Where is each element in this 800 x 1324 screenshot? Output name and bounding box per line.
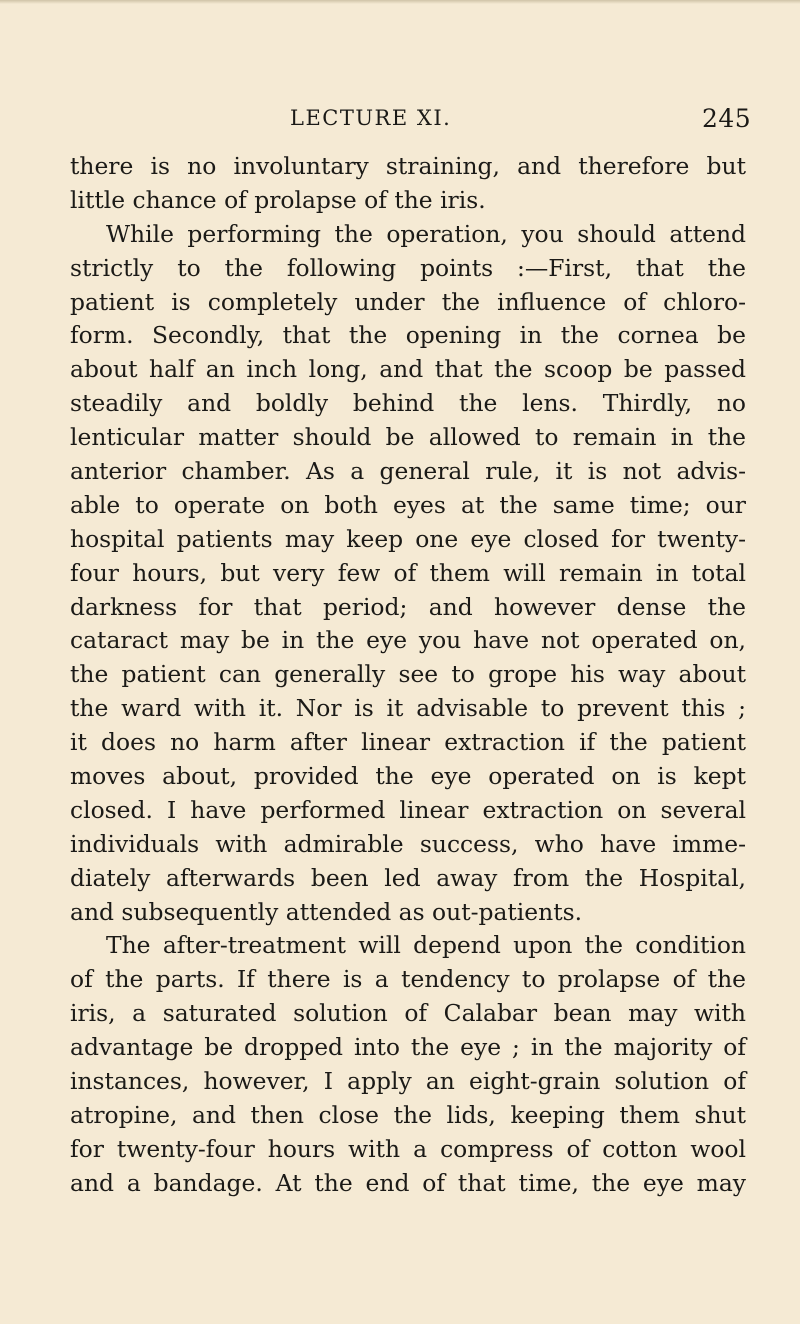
text-line: four hours, but very few of them will remain in total — [70, 558, 746, 587]
text-line: cataract may be in the eye you have not operated on, — [70, 626, 746, 655]
text-line: moves about, provided the eye operated on is kept — [70, 762, 746, 791]
text-line: the ward with it. Nor is it advisable to prevent this ; — [70, 694, 746, 723]
text-line: atropine, and then close the lids, keeping them shut — [70, 1100, 746, 1129]
text-line: little chance of prolapse of the iris. — [70, 185, 486, 214]
running-title: LECTURE XI. — [290, 106, 452, 130]
text-line: strictly to the following points :—First, that the — [70, 253, 746, 282]
text-line: form. Secondly, that the opening in the cornea be — [70, 321, 746, 350]
text-line: hospital patients may keep one eye closed for twenty- — [70, 524, 746, 553]
scan-edge — [0, 0, 800, 4]
running-header — [0, 104, 800, 140]
page-number: 245 — [702, 104, 752, 133]
text-line: steadily and boldly behind the lens. Thirdly, no — [70, 389, 746, 418]
paragraph-first-line: The after-treatment will depend upon the condition — [106, 931, 746, 960]
paragraph-first-line: While performing the operation, you should attend — [106, 219, 746, 248]
text-line: individuals with admirable success, who have imme- — [70, 829, 746, 858]
text-line: and subsequently attended as out-patients. — [70, 897, 583, 926]
text-line: of the parts. If there is a tendency to prolapse of the — [70, 965, 746, 994]
text-line: it does no harm after linear extraction if the patient — [70, 728, 746, 757]
text-line: diately afterwards been led away from the Hospital, — [70, 863, 746, 892]
text-line: patient is completely under the influence of chloro- — [70, 287, 746, 316]
text-line: lenticular matter should be allowed to remain in the — [70, 423, 746, 452]
text-line: for twenty-four hours with a compress of cotton wool — [70, 1134, 746, 1163]
text-line: instances, however, I apply an eight-grain solution of — [70, 1067, 746, 1096]
text-line: darkness for that period; and however dense the — [70, 592, 746, 621]
text-line: the patient can generally see to grope his way about — [70, 660, 746, 689]
text-line: anterior chamber. As a general rule, it is not advis- — [70, 457, 746, 486]
text-line: closed. I have performed linear extraction on several — [70, 795, 746, 824]
text-line: there is no involuntary straining, and therefore but — [70, 152, 746, 180]
text-line: able to operate on both eyes at the same time; our — [70, 490, 746, 519]
text-line: iris, a saturated solution of Calabar bean may with — [70, 999, 746, 1028]
text-line: advantage be dropped into the eye ; in the majority of — [70, 1033, 746, 1062]
text-line: about half an inch long, and that the scoop be passed — [70, 355, 746, 384]
page-body — [70, 150, 746, 1201]
text-line: and a bandage. At the end of that time, the eye may — [70, 1168, 746, 1197]
